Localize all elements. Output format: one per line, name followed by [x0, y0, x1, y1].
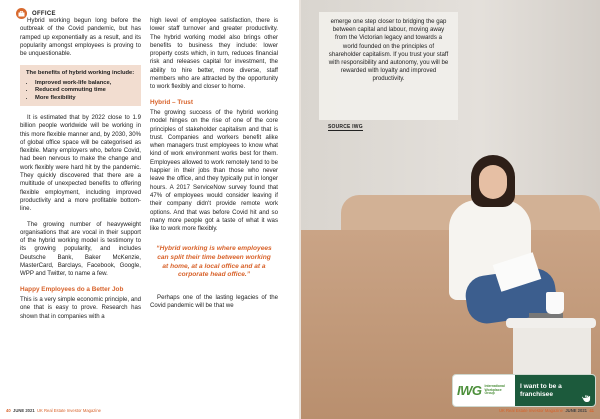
logo-sub-line: International — [484, 383, 505, 388]
benefit-item: • Improved work-life balance, — [35, 80, 135, 87]
benefits-box — [20, 65, 141, 106]
benefits-list — [26, 80, 135, 102]
benefit-item: • More flexibility — [35, 95, 135, 102]
subheading-hybrid-trust: Hybrid – Trust — [150, 98, 193, 106]
paragraph: high level of employee satisfaction, there is lower staff turnover and greater productivity. The hybrid working model also brings other benefits to business they include: lower property costs which, in turn, reduces financial risk and releases capital for investment, the ability to hire better, more diverse, staff members who are attracted by the opportunity to work flexibly and closer to home. — [150, 17, 278, 91]
section-label: OFFICE — [32, 10, 56, 17]
footer-right — [499, 408, 594, 413]
footer-date: JUNE 2021 — [13, 408, 35, 413]
benefits-title: The benefits of hybrid working include: — [26, 70, 135, 77]
franchisee-cta-button[interactable] — [515, 375, 595, 406]
page-number: 40 — [6, 408, 11, 413]
subheading-happy-employees: Happy Employees do a Better Job — [20, 285, 124, 293]
footer-left — [6, 408, 101, 413]
iwg-logo-mark: IWG — [457, 383, 482, 398]
iwg-logo — [453, 375, 515, 406]
continued-text: emerge one step closer to bridging the gap between capital and labour, moving away from the Victorian legacy and towards a world founded on the principles of shareholder capitalism. If you trust your staff with responsibility and autonomy, you will be rewarded with loyalty and improved productivity. — [328, 18, 449, 83]
logo-sub-line: Workplace — [484, 387, 502, 392]
pull-quote: “Hybrid working is where employees can split their time between working at home, at a local office and at a corporate head office.” — [156, 245, 272, 279]
iwg-franchise-ad[interactable] — [452, 374, 596, 407]
paragraph: The growing success of the hybrid working model hinges on the rise of one of the core principles of stakeholder capitalism and that is trust. Companies and workers benefit alike when managers trust employees to know what kind of work environment works best for them. Employees allowed to work remotely tend to be happier in their jobs than those who never leave the office, and they typically put in longer hours. A 2017 ServiceNow survey found that 47% of employees would consider leaving if their company didn't provide remote work options. And that was before Covid hit and so many more people got a taste of what it was like to work more flexibly. — [150, 108, 278, 233]
continued-text-box — [319, 12, 458, 120]
paragraph: This is a very simple economic principle, and one that is easy to prove. Research has shown that in companies with a — [20, 295, 141, 320]
photo-mug — [546, 292, 564, 314]
source-credit: SOURCE IWG — [328, 124, 363, 130]
article-column-1 — [20, 17, 141, 328]
page-number: 41 — [589, 408, 594, 413]
footer-date: JUNE 2021 — [565, 408, 587, 413]
paragraph: It is estimated that by 2022 close to 1.9 billion people worldwide will be working in this more flexible manner and, by 2030, 30% of global office space will be categorised as flexible. Many employers who, before Covid, had been nervous to make the change and work flexibly were hard hit by the pandemic. They quickly discovered that there are a multitude of unexpected benefits to offering flexible employment, including improved productivity and a more profitable bottom-line. — [20, 114, 141, 213]
paragraph: Hybrid working begun long before the outbreak of the Covid pandemic, but has ramped up exponentially as a result, and its popularity amongst employees is proving to be unquestionable. — [20, 17, 141, 58]
iwg-logo-subtitle — [485, 385, 505, 396]
photo-side-table — [506, 318, 596, 328]
paragraph: The growing number of heavyweight organisations that are vocal in their support of the hybrid working model is testimony to its growing popularity, and includes Deutsche Bank, Baker McKenzie, MasterCard, Barclays, Facebook, Google, WPP and Twitter, to name a few. — [20, 220, 141, 278]
article-column-2 — [150, 17, 278, 317]
pointer-hand-icon — [581, 390, 592, 403]
cta-label: I want to be a franchisee — [520, 383, 562, 398]
footer-magazine: UK Real Estate Investor Magazine — [36, 408, 101, 413]
footer-magazine: UK Real Estate Investor Magazine — [499, 408, 564, 413]
photo-woman-face — [479, 165, 507, 199]
paragraph: Perhaps one of the lasting legacies of the Covid pandemic will be that we — [150, 293, 278, 310]
benefit-item: • Reduced commuting time — [35, 87, 135, 94]
logo-sub-line: Group — [484, 391, 495, 396]
